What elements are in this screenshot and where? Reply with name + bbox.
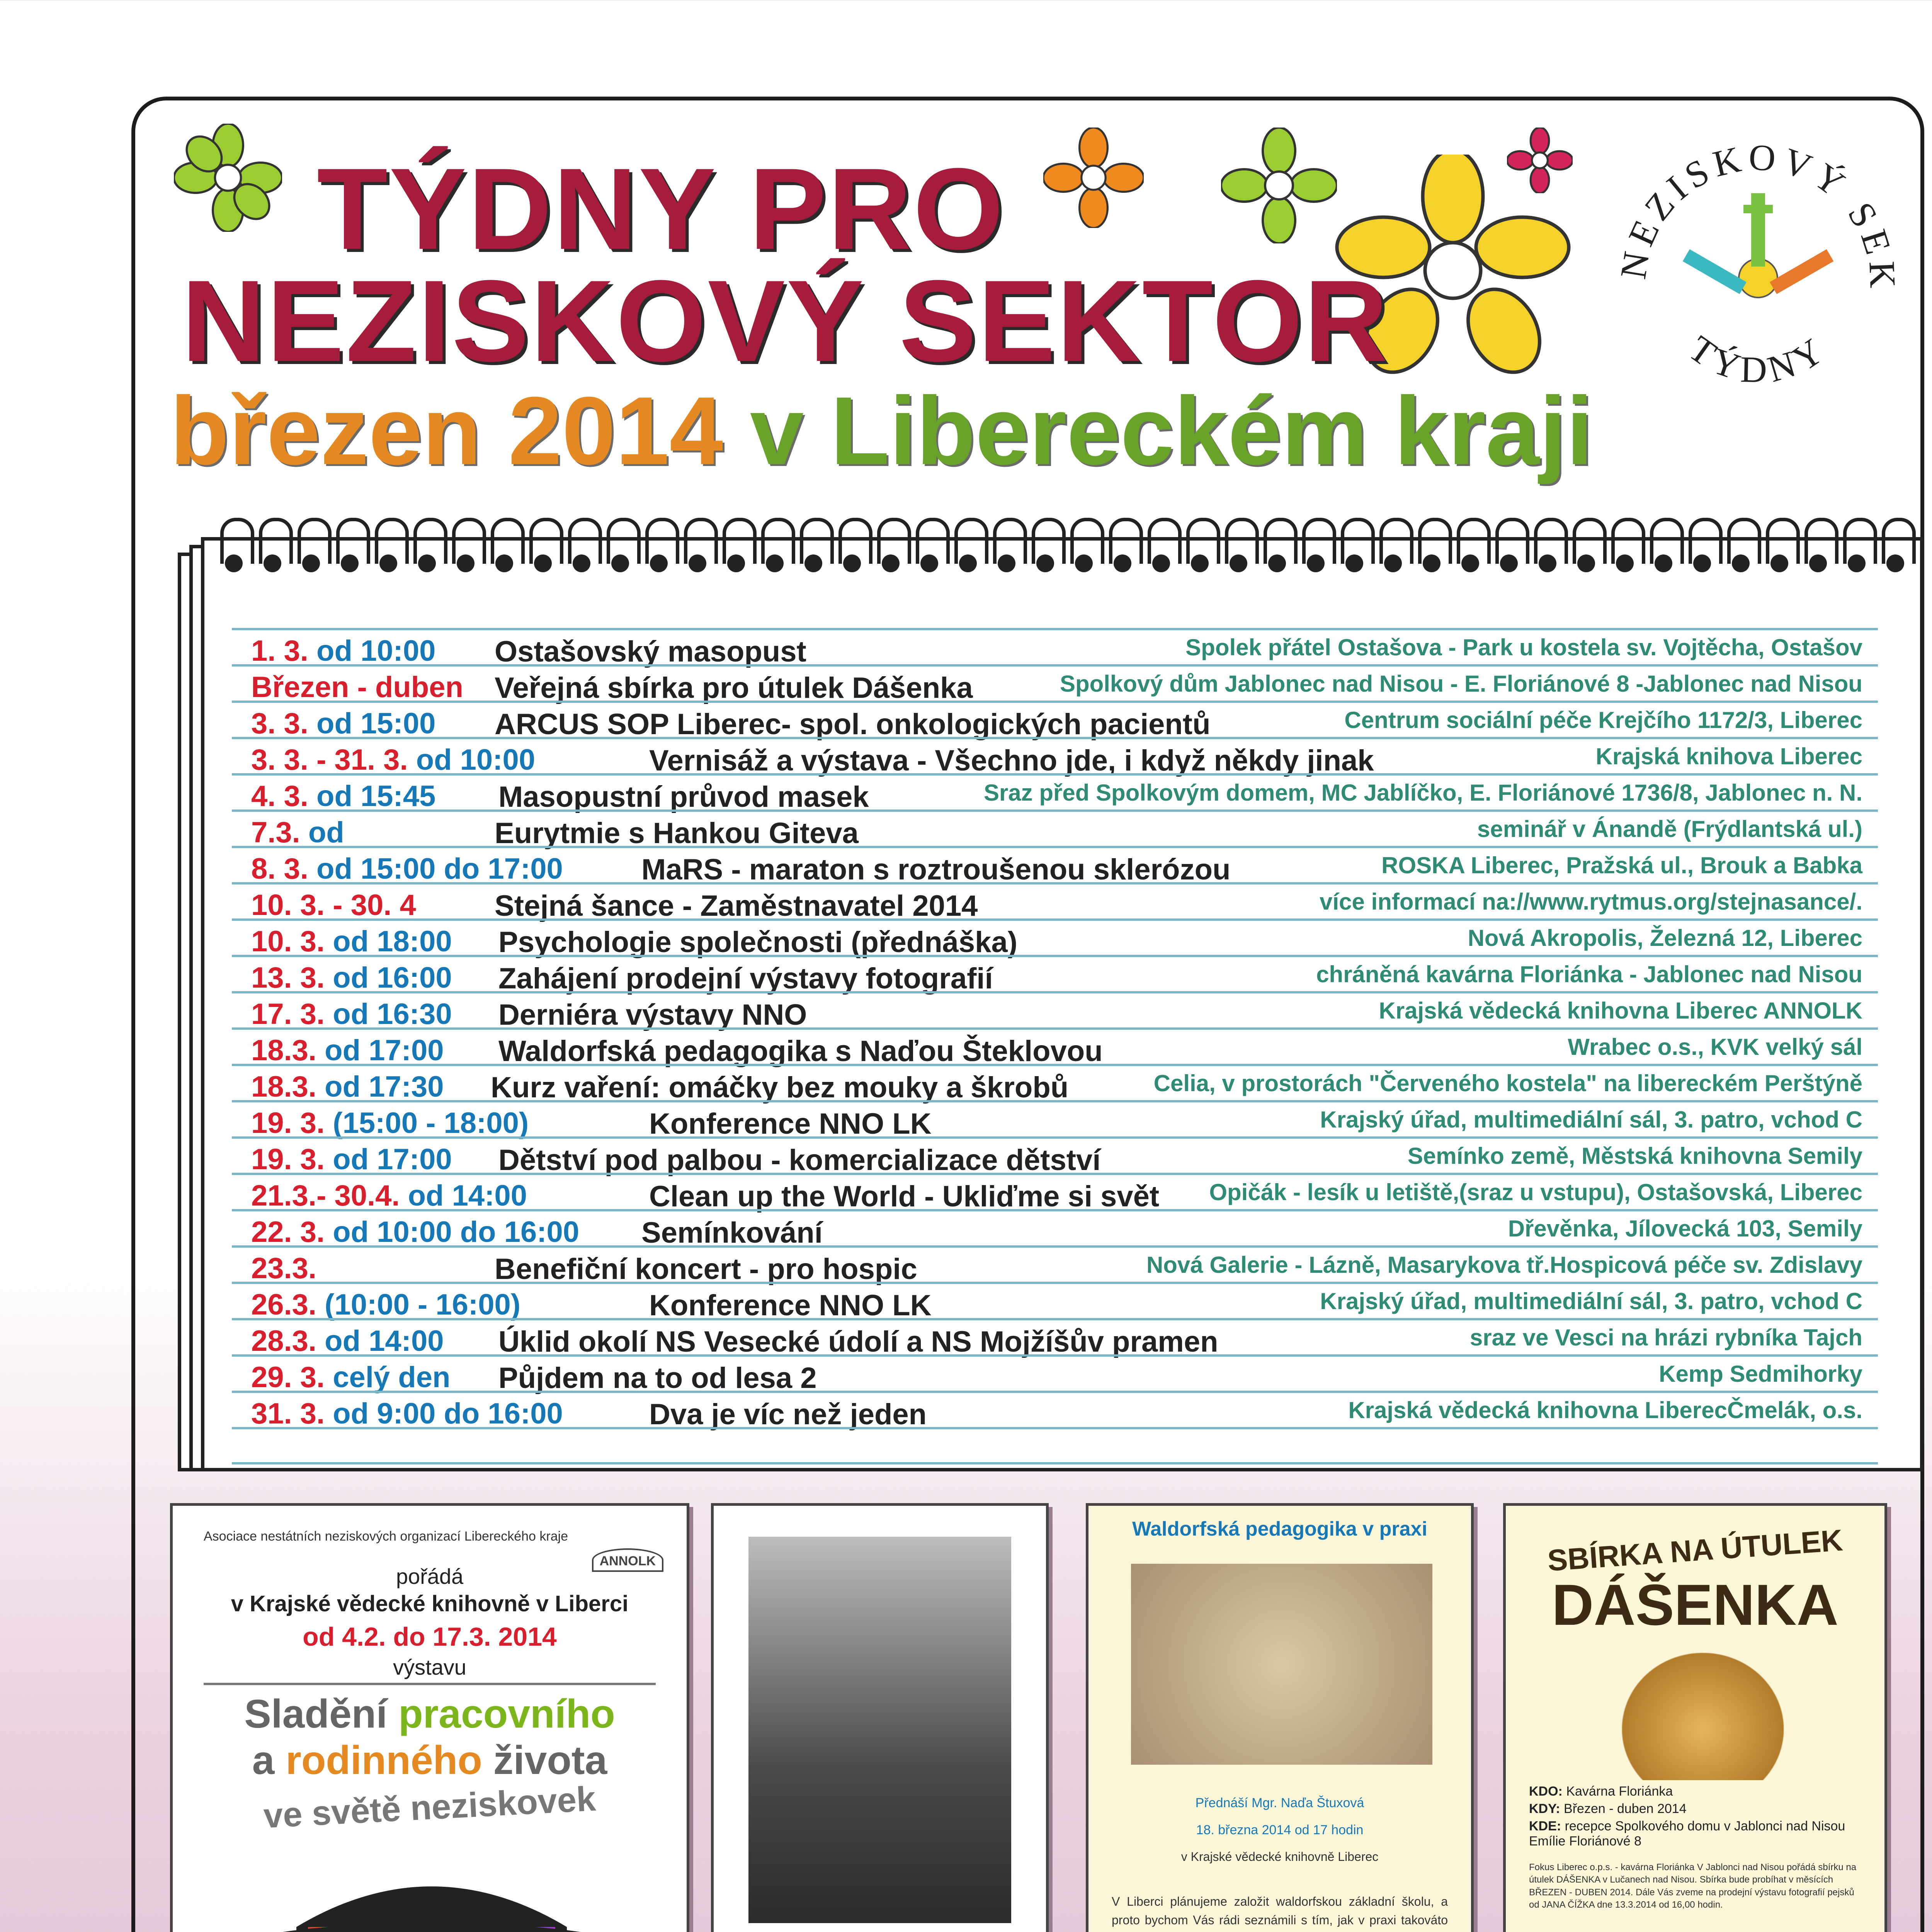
spiral-hole [495,554,513,572]
event-row [232,1136,1878,1177]
event-location: Semínko země, Městská knihovna Semily [1407,1143,1862,1169]
spiral-hole [727,554,745,572]
event-row [232,1064,1878,1104]
dog-illustration [1622,1653,1784,1780]
photo-old-man-with-dog [748,1537,1011,1923]
event-title: Úklid okolí NS Vesecké údolí a NS Mojžíšův pramen [498,1325,1218,1358]
event-date-time: od 17:30 [325,1070,444,1103]
event-date [251,925,452,958]
tydny-logo [1592,116,1924,448]
event-location: Centrum sociální péče Krejčího 1172/3, Liberec [1344,707,1862,733]
event-date-day: 19. 3. [251,1143,325,1176]
event-date [251,852,563,886]
event-date-time: od 18:00 [333,925,452,958]
event-title: Kurz vaření: omáčky bez mouky a škrobů [491,1071,1069,1104]
event-date-time: od 16:30 [333,998,452,1031]
event-date-day: 26.3. [251,1288,317,1321]
poster-line: v Krajské vědecké knihovně v Liberci [231,1591,629,1616]
flower-icon [1043,128,1144,228]
spiral-hole [1307,554,1325,572]
event-location: Krajská vědecká knihovna LiberecČmelák, o.s. [1348,1397,1862,1423]
event-title: Clean up the World - Ukliďme si svět [649,1180,1160,1213]
event-title: Zahájení prodejní výstavy fotografií [498,962,993,995]
event-title: Konference NNO LK [649,1289,932,1322]
event-location: Spolkový dům Jablonec nad Nisou - E. Floriánové 8 -Jablonec nad Nisou [1060,671,1862,697]
spiral-hole [1848,554,1866,572]
spiral-hole [1191,554,1209,572]
spiral-hole [804,554,822,572]
event-title: Semínkování [641,1216,823,1249]
event-row [232,991,1878,1031]
event-date-time: od [308,816,344,849]
spiral-hole [959,554,977,572]
spiral-hole [1539,554,1556,572]
dasenka-kdo [1529,1784,1673,1799]
event-date-time: od 9:00 do 16:00 [333,1397,563,1430]
poster-line: pořádá [396,1564,464,1588]
event-title: Derniéra výstavy NNO [498,998,807,1031]
spiral-hole [302,554,320,572]
event-date [251,1288,520,1321]
svg-text:TÝDNY [1682,327,1835,390]
event-location: Krajský úřad, multimediální sál, 3. patro, vchod C [1320,1107,1862,1133]
event-list [232,628,1878,1464]
event-row [232,737,1878,777]
poster-dasenka [1503,1503,1887,1932]
spiral-hole [1461,554,1479,572]
spiral-hole [264,554,281,572]
event-title: MaRS - maraton s roztroušenou sklerózou [641,853,1231,886]
event-date-day: 7.3. [251,816,300,849]
spiral-hole [766,554,784,572]
event-row [232,1100,1878,1140]
event-location: Krajský úřad, multimediální sál, 3. patro, vchod C [1320,1288,1862,1314]
event-date [251,1179,527,1213]
event-date [251,1215,579,1249]
spiral-hole [1500,554,1518,572]
flower-icon [174,124,282,232]
dasenka-kdy [1529,1801,1687,1816]
event-row [232,773,1878,813]
spiral-hole [1577,554,1595,572]
event-location: ROSKA Liberec, Pražská ul., Brouk a Babka [1381,852,1862,878]
event-date-time: (10:00 - 16:00) [325,1288,521,1321]
event-location: Opičák - lesík u letiště,(sraz u vstupu), Ostašovská, Liberec [1209,1179,1862,1205]
event-title: Waldorfská pedagogika s Naďou Šteklovou [498,1035,1103,1068]
dasenka-small: Fokus Liberec o.p.s. - kavárna Floriánka V Jablonci nad Nisou pořádá sbírku na útulek DÁŠENKA v Lučanech nad Nisou. Sbírka bude probíhat v měsících BŘEZEN - DUBEN 2014. Dále Vás zveme na prodejní výstavu fotografií pejsků od JANA ČÍŽKA dne 13.3.2014 od 16,00 hodin. [1529,1862,1857,1910]
poster-arc-text: ve světě neziskovek [262,1779,597,1836]
poster-dates: od 4.2. do 17.3. 2014 [303,1622,557,1651]
event-date [251,707,435,740]
spiral-hole [534,554,552,572]
spiral-hole [1809,554,1827,572]
event-location: Krajská knihova Liberec [1595,743,1862,769]
subtitle-region: v Libereckém kraji [750,377,1593,485]
value: Březen - duben 2014 [1564,1801,1687,1816]
event-row [232,1318,1878,1358]
notebook-spiral [216,518,1901,580]
dasenka-kde [1529,1819,1861,1849]
event-row [232,1209,1878,1249]
waldorf-line: 18. března 2014 od 17 hodin [1196,1823,1364,1837]
event-date-day: 10. 3. - 30. 4 [251,889,416,922]
subtitle [170,377,1593,485]
spiral-hole [920,554,938,572]
label: KDY: [1529,1801,1560,1816]
spiral-hole [650,554,668,572]
dasenka-title: DÁŠENKA [1552,1572,1838,1637]
waldorf-line: Přednáší Mgr. Naďa Štuxová [1195,1796,1364,1810]
logo-arc-top: NEZISKOVÝ SEK [1612,136,1904,294]
event-date-day: 19. 3. [251,1107,325,1139]
poster-heading [173,1691,687,1737]
event-date [251,1106,529,1140]
dasenka-arc-title: SBÍRKA NA ÚTULEK [1546,1523,1844,1578]
heading-word: života [493,1738,607,1783]
event-date-day: 8. 3. [251,852,308,885]
event-row [232,628,1878,668]
event-location: Celia, v prostorách "Červeného kostela" na libereckém Perštýně [1153,1070,1862,1096]
event-date-day: 3. 3. [251,707,308,740]
spiral-hole [225,554,243,572]
event-location: Spolek přátel Ostašova - Park u kostela sv. Vojtěcha, Ostašov [1185,634,1862,660]
label: KDO: [1529,1784,1563,1799]
spiral-hole [998,554,1015,572]
event-date [251,1143,452,1176]
poster-org: Asociace nestátních neziskových organizací Libereckého kraje [204,1529,568,1544]
event-title: Ostašovský masopust [495,635,806,668]
heading-word: a [252,1738,275,1783]
spiral-hole [1423,554,1440,572]
event-row [232,918,1878,959]
spiral-hole [1655,554,1672,572]
event-title: Dva je víc než jeden [649,1398,927,1431]
event-row [232,701,1878,741]
heading-word: rodinného [286,1738,482,1783]
event-date-time: od 15:00 [316,707,436,740]
spiral-hole [1036,554,1054,572]
flower-icon [1507,128,1573,193]
poster-heading [173,1738,687,1784]
event-title: Eurytmie s Hankou Giteva [495,817,859,850]
waldorf-body: V Liberci plánujeme založit waldorfskou základní školu, a proto bychom Vás rádi seznámili s tím, jak v praxi takováto [1112,1895,1448,1927]
event-row [232,1173,1878,1213]
event-date-day: 21.3.- 30.4. [251,1179,400,1212]
event-date-time: od 14:00 [325,1325,444,1357]
divider [204,1683,656,1685]
spiral-hole [1230,554,1247,572]
event-title: Stejná šance - Zaměstnavatel 2014 [495,889,978,922]
spiral-hole [1075,554,1093,572]
event-date-time: od 15:00 do 17:00 [316,852,563,885]
event-location: chráněná kavárna Floriánka - Jablonec nad Nisou [1316,961,1862,987]
event-title: Dětství pod palbou - komercializace dětství [498,1144,1101,1177]
photo-hands-circle [1131,1564,1432,1765]
event-date-day: 3. 3. - 31. 3. [251,743,408,776]
event-location: sraz ve Vesci na hrázi rybníka Tajch [1469,1325,1862,1350]
title-line2: NEZISKOVÝ SEKTOR [182,256,1389,386]
event-date [251,1324,444,1358]
event-location: Nová Akropolis, Železná 12, Liberec [1468,925,1862,951]
event-title: Masopustní průvod masek [498,781,869,813]
event-title: Benefiční koncert - pro hospic [495,1253,917,1286]
event-row [232,882,1878,922]
event-date-day: 31. 3. [251,1397,325,1430]
keys-icon [1683,193,1833,298]
spiral-hole [341,554,359,572]
event-date [251,670,463,704]
spiral-hole [1886,554,1904,572]
event-date [251,816,344,849]
event-date-time: od 17:00 [333,1143,452,1176]
event-row-empty [232,1427,1878,1464]
event-row [232,1282,1878,1322]
event-location: Krajská vědecká knihovna Liberec ANNOLK [1379,998,1862,1024]
event-location: seminář v Ánandě (Frýdlantská ul.) [1477,816,1862,842]
event-row [232,1354,1878,1395]
logo-arc-bottom: TÝDNY [1681,327,1835,391]
event-location: Sraz před Spolkovým domem, MC Jablíčko, E. Floriánové 1736/8, Jablonec n. N. [983,780,1862,806]
spiral-hole [1152,554,1170,572]
event-date-time: od 10:00 do 16:00 [333,1216,580,1248]
event-title: Veřejná sbírka pro útulek Dášenka [495,672,973,704]
event-date [251,779,435,813]
spiral-hole [1345,554,1363,572]
event-date-day: 1. 3. [251,634,308,667]
title-line1: TÝDNY PRO [317,144,1005,274]
event-location: Wrabec o.s., KVK velký sál [1568,1034,1862,1060]
event-date [251,743,535,777]
event-date [251,888,416,922]
event-date-time: od 17:00 [325,1034,444,1067]
event-date-time: (15:00 - 18:00) [333,1107,529,1139]
value: Kavárna Floriánka [1566,1784,1673,1799]
event-date [251,1070,444,1104]
spiral-hole [611,554,629,572]
poster-waldorf [1086,1503,1474,1932]
poster-exhibition [170,1503,689,1932]
event-date-day: 29. 3. [251,1361,325,1394]
event-row [232,1245,1878,1286]
event-date-time: od 10:00 [316,634,436,667]
event-row [232,1027,1878,1068]
spiral-hole [418,554,436,572]
event-date-day: 23.3. [251,1252,317,1285]
event-date [251,1252,316,1285]
event-title: ARCUS SOP Liberec- spol. onkologických pacientů [495,708,1211,741]
event-date [251,1397,563,1430]
spiral-hole [1693,554,1711,572]
event-date-day: 13. 3. [251,961,325,994]
label: KDE: [1529,1819,1561,1833]
spiral-hole [379,554,397,572]
event-location: Nová Galerie - Lázně, Masarykova tř.Hospicová péče sv. Zdislavy [1146,1252,1862,1278]
event-title: Půjdem na to od lesa 2 [498,1362,817,1395]
poster-line: výstavu [393,1655,466,1679]
waldorf-title: Waldorfská pedagogika v praxi [1132,1518,1427,1540]
event-date-day: 17. 3. [251,998,325,1031]
event-date [251,1361,450,1394]
event-location: Kemp Sedmihorky [1659,1361,1862,1387]
event-date-day: 22. 3. [251,1216,325,1248]
waldorf-line: v Krajské vědecké knihovně Liberec [1181,1850,1379,1864]
event-date-day: 18.3. [251,1034,317,1067]
event-date-day: 10. 3. [251,925,325,958]
event-title: Psychologie společnosti (přednáška) [498,926,1018,959]
event-date-day: Březen - duben [251,671,463,704]
spiral-hole [1384,554,1402,572]
poster-fokus [711,1503,1049,1932]
event-date-day: 4. 3. [251,780,308,813]
event-row [232,810,1878,850]
heading-word: pracovního [398,1692,615,1736]
hat-illustration [219,1838,644,1932]
spiral-hole [1732,554,1750,572]
event-title: Vernisáž a výstava - Všechno jde, i když někdy jinak [649,744,1374,777]
event-title: Konference NNO LK [649,1107,932,1140]
spiral-hole [689,554,706,572]
heading-word: Sladění [244,1692,388,1736]
event-row [232,846,1878,886]
annolk-logo: ANNOLK [592,1548,663,1572]
subtitle-date: březen 2014 [170,377,723,485]
spiral-hole [843,554,861,572]
event-date [251,1034,444,1067]
spiral-hole [1268,554,1286,572]
event-date-day: 28.3. [251,1325,317,1357]
event-location: Dřevěnka, Jílovecká 103, Semily [1508,1216,1862,1242]
event-row [232,664,1878,704]
event-row [232,1391,1878,1431]
event-date-time: od 10:00 [416,743,536,776]
event-date-day: 18.3. [251,1070,317,1103]
spiral-hole [1114,554,1131,572]
spiral-hole [573,554,590,572]
event-location: více informací na://www.rytmus.org/stejnasance/. [1320,889,1862,915]
event-date-time: od 15:45 [316,780,436,813]
spiral-hole [1770,554,1788,572]
event-date [251,961,452,995]
spiral-hole [1616,554,1634,572]
value: recepce Spolkového domu v Jablonci nad Nisou Emílie Floriánové 8 [1529,1819,1845,1849]
spiral-hole [457,554,474,572]
event-date-time: od 14:00 [408,1179,527,1212]
event-date [251,634,435,668]
event-date-time: od 16:00 [333,961,452,994]
event-date [251,997,452,1031]
event-date-time: celý den [333,1361,451,1394]
event-row [232,955,1878,995]
spiral-hole [882,554,900,572]
